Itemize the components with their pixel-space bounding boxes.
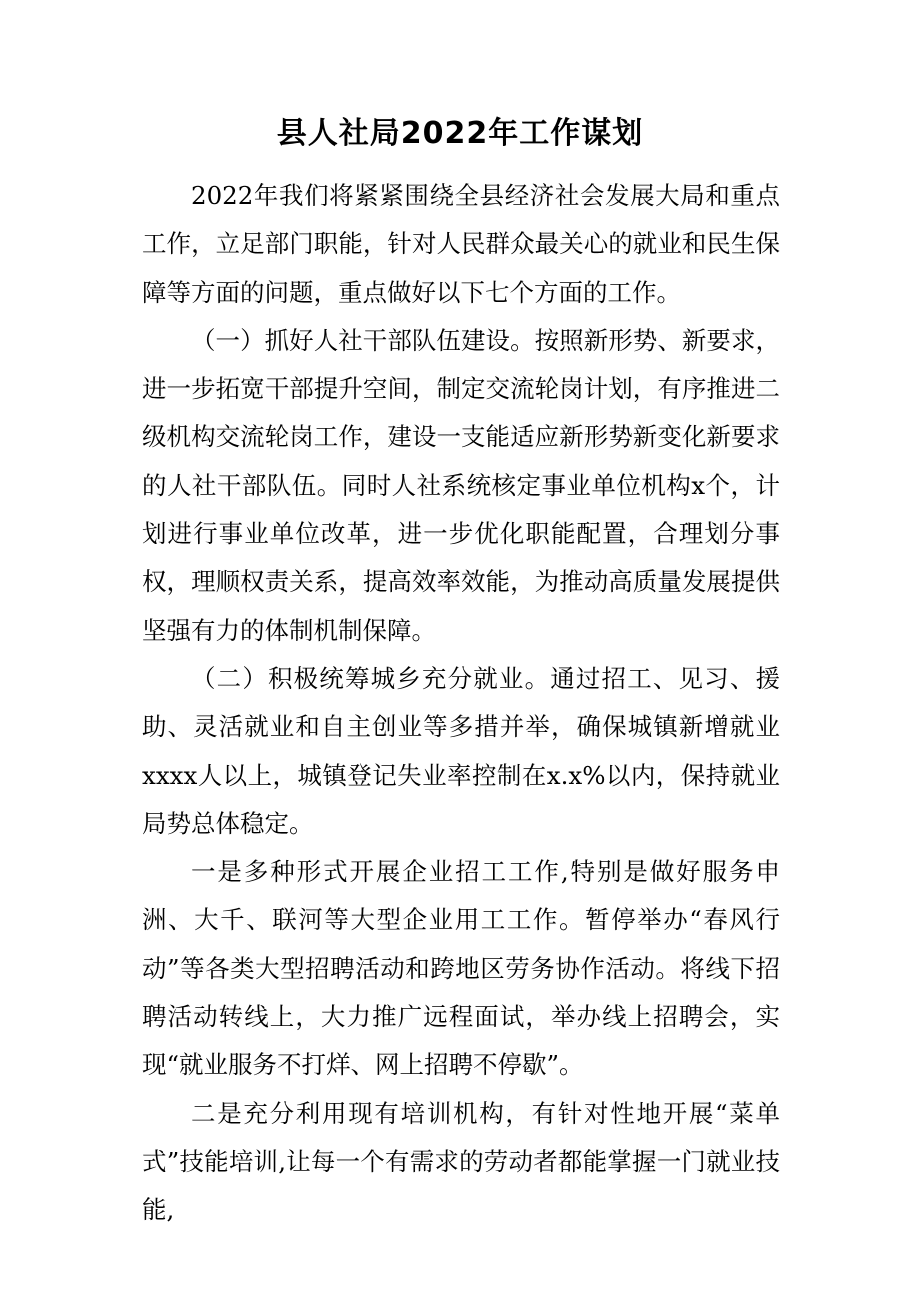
paragraph-item-1: 一是多种形式开展企业招工工作,特别是做好服务申洲、大千、联河等大型企业用工工作。暂停举办“春风行动”等各类大型招聘活动和跨地区劳务协作活动。将线下招聘活动转线上，大力推广远程面试，举办线上招聘会，实现“就业服务不打烊、网上招聘不停歇”。 xyxy=(142,857,780,1080)
paragraph-intro: 2022年我们将紧紧围绕全县经济社会发展大局和重点工作，立足部门职能，针对人民群众最关心的就业和民生保障等方面的问题，重点做好以下七个方面的工作。 xyxy=(142,181,780,307)
paragraph-item-2: 二是充分利用现有培训机构，有针对性地开展“菜单式”技能培训,让每一个有需求的劳动者都能掌握一门就业技能, xyxy=(142,1098,780,1225)
paragraph-section-1: （一）抓好人社干部队伍建设。按照新形势、新要求，进一步拓宽干部提升空间，制定交流轮岗计划，有序推进二级机构交流轮岗工作，建设一支能适应新形势新变化新要求的人社干部队伍。同时人社系统核定事业单位机构x个，计划进行事业单位改革，进一步优化职能配置，合理划分事权，理顺权责关系，提高效率效能，为推动高质量发展提供坚强有力的体制机制保障。 xyxy=(142,325,780,645)
document-body xyxy=(142,172,780,1235)
document-title: 县人社局2022年工作谋划 xyxy=(276,116,644,151)
paragraph-section-2: （二）积极统筹城乡充分就业。通过招工、见习、援助、灵活就业和自主创业等多措并举，确保城镇新增就业xxxx人以上，城镇登记失业率控制在x.x%以内，保持就业局势总体稳定。 xyxy=(142,663,780,838)
